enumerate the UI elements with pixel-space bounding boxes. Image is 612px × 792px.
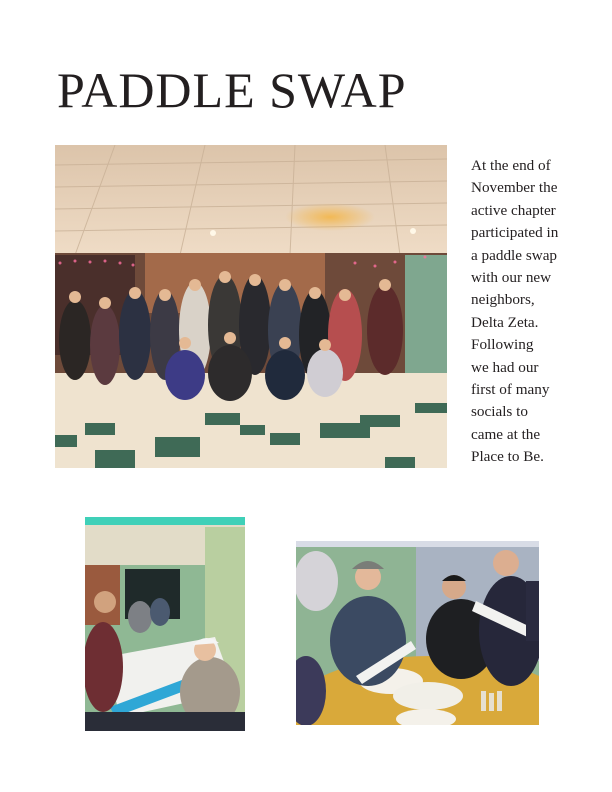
paddle-decorating-image-left <box>85 517 245 731</box>
body-line: Delta Zeta. <box>471 313 539 331</box>
group-photo-image <box>55 145 447 468</box>
body-line: first of many <box>471 381 550 399</box>
body-line: with our new <box>471 269 552 287</box>
article-body <box>471 155 596 469</box>
paddle-decorating-photo-left <box>85 517 245 731</box>
group-photo <box>55 145 447 468</box>
body-line: active chapter <box>471 201 556 219</box>
body-line: Following <box>471 336 534 354</box>
body-line: November the <box>471 179 558 197</box>
paddle-painting-image-right <box>296 541 539 725</box>
body-line: Place to Be. <box>471 448 544 466</box>
body-line: a paddle swap <box>471 246 558 264</box>
paddle-painting-photo-right <box>296 541 539 725</box>
body-line: neighbors, <box>471 291 535 309</box>
body-line: came at the <box>471 425 541 443</box>
body-line: we had our <box>471 358 539 376</box>
body-line: participated in <box>471 224 559 242</box>
body-line: socials to <box>471 403 528 421</box>
page-title: PADDLE SWAP <box>57 62 407 118</box>
body-line: At the end of <box>471 157 551 174</box>
